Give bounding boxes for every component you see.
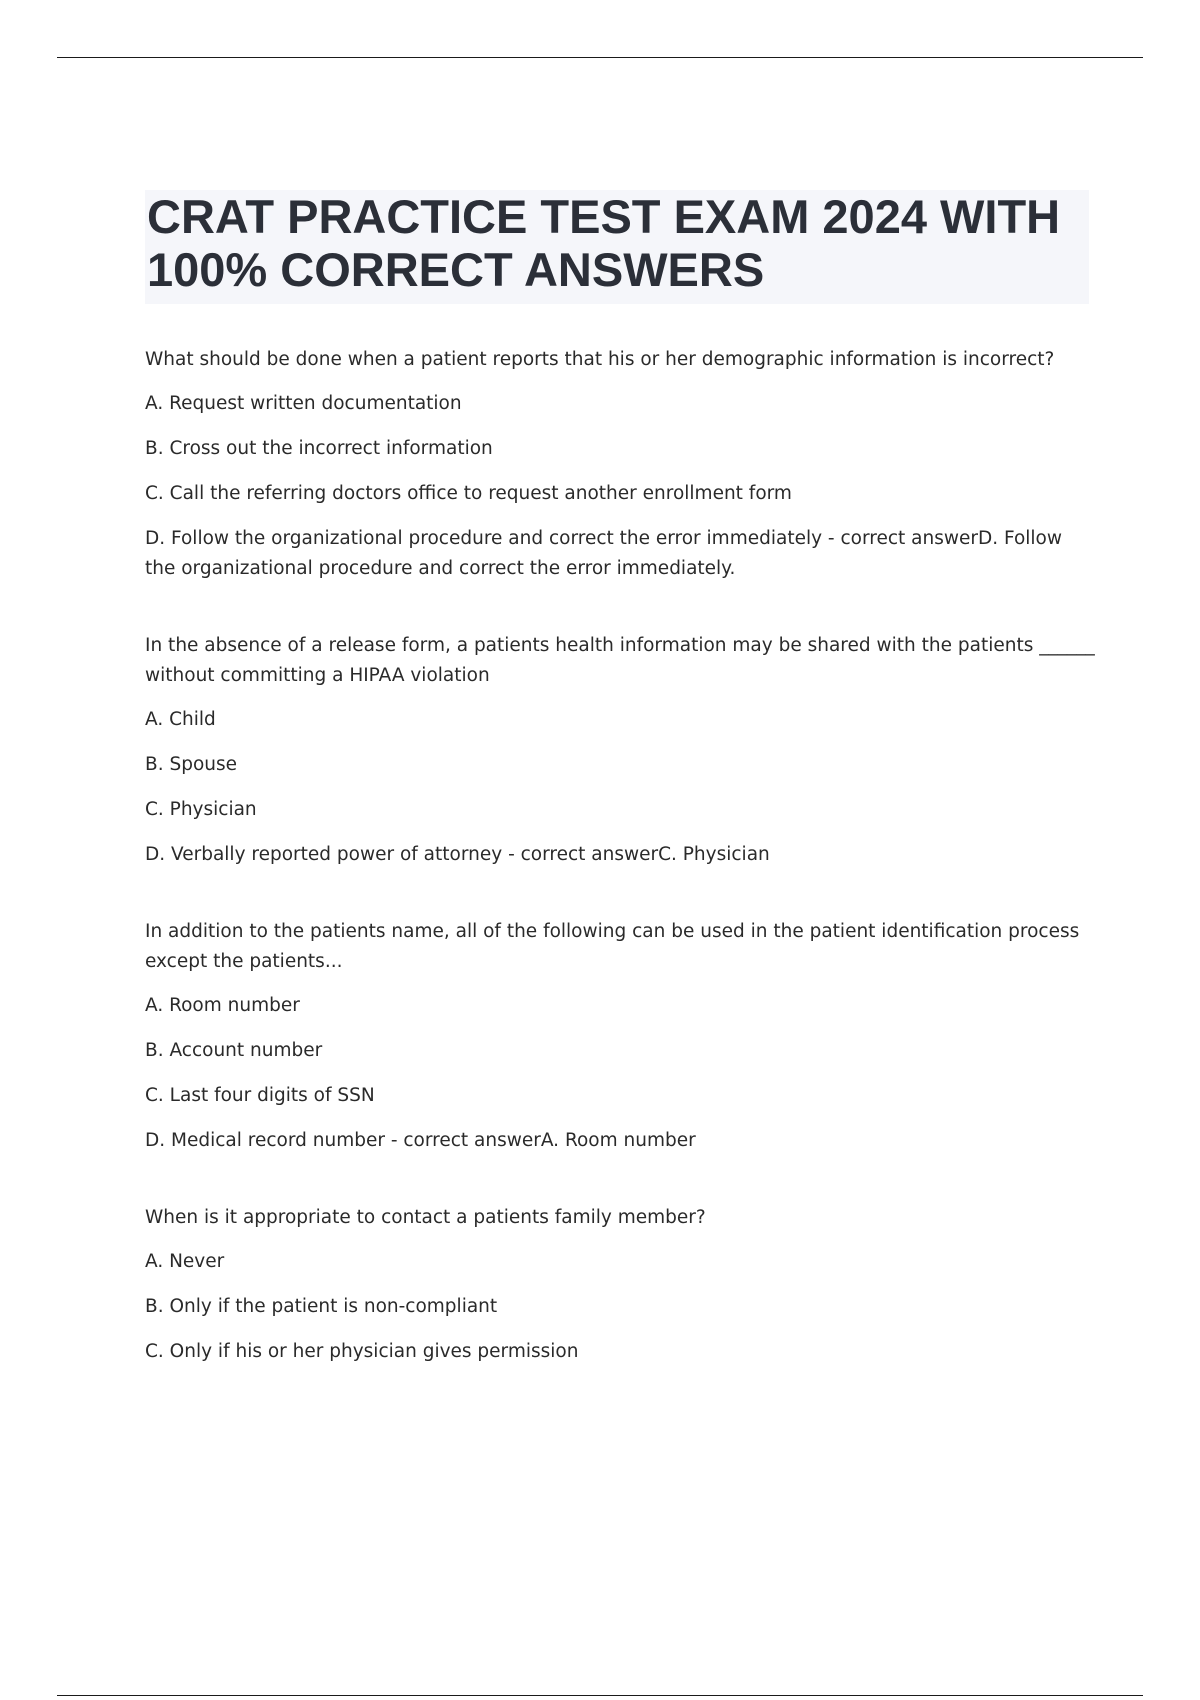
question-text: In the absence of a release form, a patients health information may be shared with the patients ______ without committing a HIPAA violation bbox=[145, 635, 1095, 686]
answer-option: C. Physician bbox=[145, 799, 257, 820]
answer-option: B. Cross out the incorrect information bbox=[145, 438, 493, 459]
question-block-4 bbox=[145, 1203, 1095, 1367]
page-top-rule bbox=[57, 57, 1143, 58]
answer-option: B. Account number bbox=[145, 1040, 323, 1061]
answer-option: C. Call the referring doctors office to request another enrollment form bbox=[145, 483, 792, 504]
answer-option: A. Room number bbox=[145, 995, 300, 1016]
answer-option: C. Only if his or her physician gives permission bbox=[145, 1341, 579, 1362]
question-block-3 bbox=[145, 917, 1095, 1156]
answer-option: A. Request written documentation bbox=[145, 393, 462, 414]
answer-option: B. Only if the patient is non-compliant bbox=[145, 1296, 498, 1317]
question-block-2 bbox=[145, 631, 1095, 870]
answer-option: A. Never bbox=[145, 1251, 225, 1272]
answer-option: B. Spouse bbox=[145, 754, 238, 775]
page-bottom-rule bbox=[57, 1695, 1143, 1696]
question-block-1 bbox=[145, 345, 1095, 584]
document-title: CRAT PRACTICE TEST EXAM 2024 WITH 100% CORRECT ANSWERS bbox=[147, 190, 1061, 296]
answer-option: D. Follow the organizational procedure and correct the error immediately - correct answerD. Follow the organizational procedure and correct the error immediately. bbox=[145, 528, 1062, 579]
question-text: In addition to the patients name, all of the following can be used in the patient identification process except the patients... bbox=[145, 921, 1080, 972]
answer-option: D. Medical record number - correct answerA. Room number bbox=[145, 1130, 696, 1151]
document-body bbox=[145, 345, 1095, 1367]
question-text: What should be done when a patient reports that his or her demographic information is incorrect? bbox=[145, 349, 1055, 370]
question-text: When is it appropriate to contact a patients family member? bbox=[145, 1207, 706, 1228]
answer-option: C. Last four digits of SSN bbox=[145, 1085, 375, 1106]
answer-option: D. Verbally reported power of attorney - correct answerC. Physician bbox=[145, 844, 770, 865]
answer-option: A. Child bbox=[145, 709, 216, 730]
